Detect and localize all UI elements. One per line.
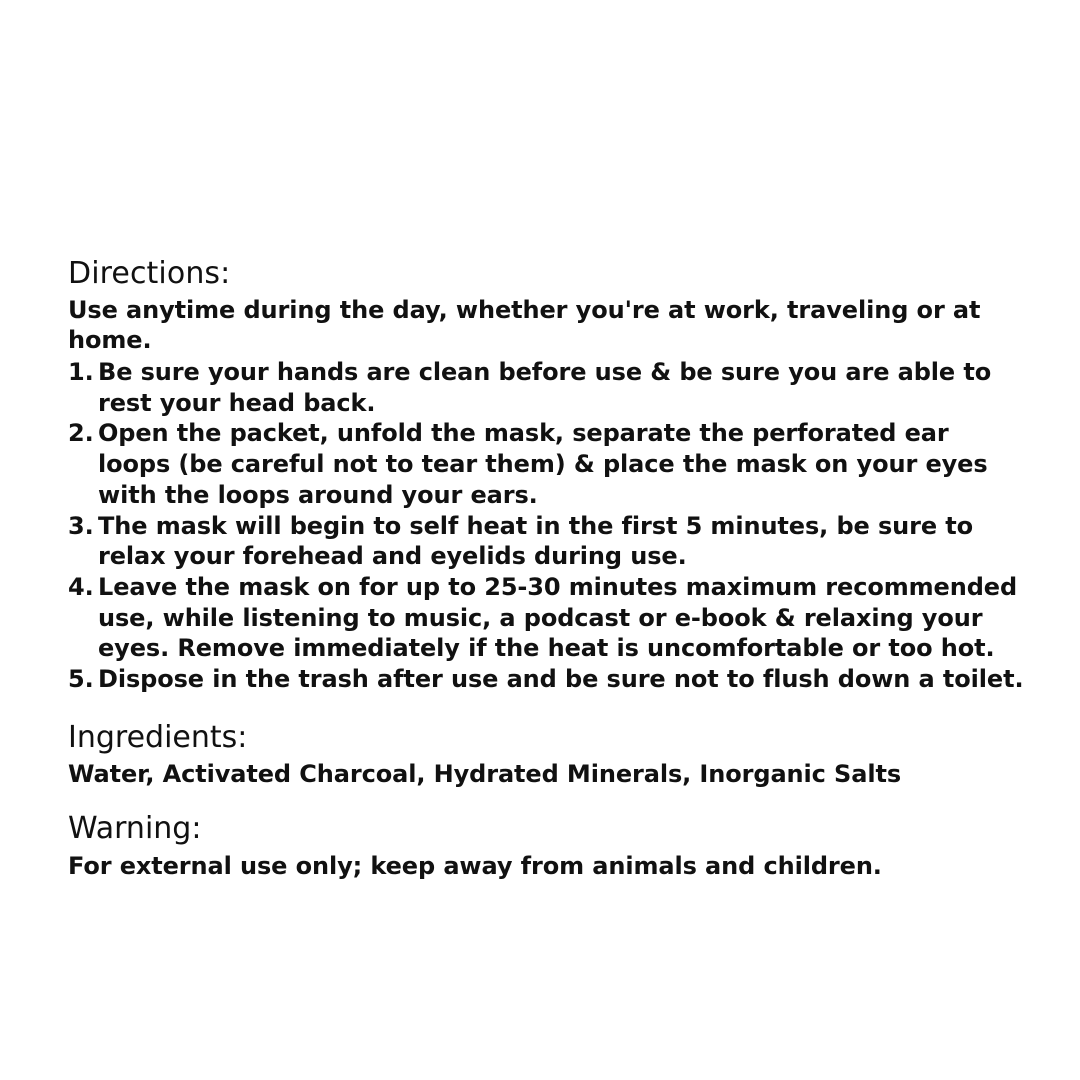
step-number: 2. <box>68 419 94 448</box>
step-text: Open the packet, unfold the mask, separate the perforated ear loops (be careful not to tear them) & place the mask on your eyes with the loops around your ears. <box>98 419 988 509</box>
label-content <box>68 255 1024 881</box>
step-number: 1. <box>68 357 94 386</box>
list-item <box>68 418 1024 510</box>
warning-heading: Warning: <box>68 811 202 847</box>
warning-section <box>68 810 1024 881</box>
ingredients-section <box>68 719 1024 790</box>
ingredients-text: Water, Activated Charcoal, Hydrated Minerals, Inorganic Salts <box>68 760 901 789</box>
step-text: Leave the mask on for up to 25-30 minutes maximum recommended use, while listening to music, a podcast or e-book & relaxing your eyes. Remove immediately if the heat is uncomfortable or too hot. <box>98 572 1018 663</box>
directions-heading: Directions: <box>68 256 231 291</box>
list-item <box>68 357 1024 418</box>
step-number: 5. <box>68 665 94 694</box>
list-item <box>68 511 1024 572</box>
step-number: 4. <box>68 572 94 601</box>
warning-text: For external use only; keep away from animals and children. <box>68 851 882 880</box>
list-item <box>68 572 1024 664</box>
step-text: The mask will begin to self heat in the first 5 minutes, be sure to relax your forehead and eyelids during use. <box>98 511 974 571</box>
step-number: 3. <box>68 511 94 540</box>
list-item <box>68 664 1024 695</box>
ingredients-heading: Ingredients: <box>68 719 248 755</box>
step-text: Dispose in the trash after use and be sure not to flush down a toilet. <box>98 665 1024 694</box>
spacer <box>68 790 1024 810</box>
spacer <box>68 695 1024 719</box>
directions-section <box>68 255 1024 695</box>
directions-steps-list <box>68 357 1024 695</box>
directions-lead-text: Use anytime during the day, whether you're at work, traveling or at home. <box>68 295 981 355</box>
step-text: Be sure your hands are clean before use & be sure you are able to rest your head back. <box>98 357 992 417</box>
